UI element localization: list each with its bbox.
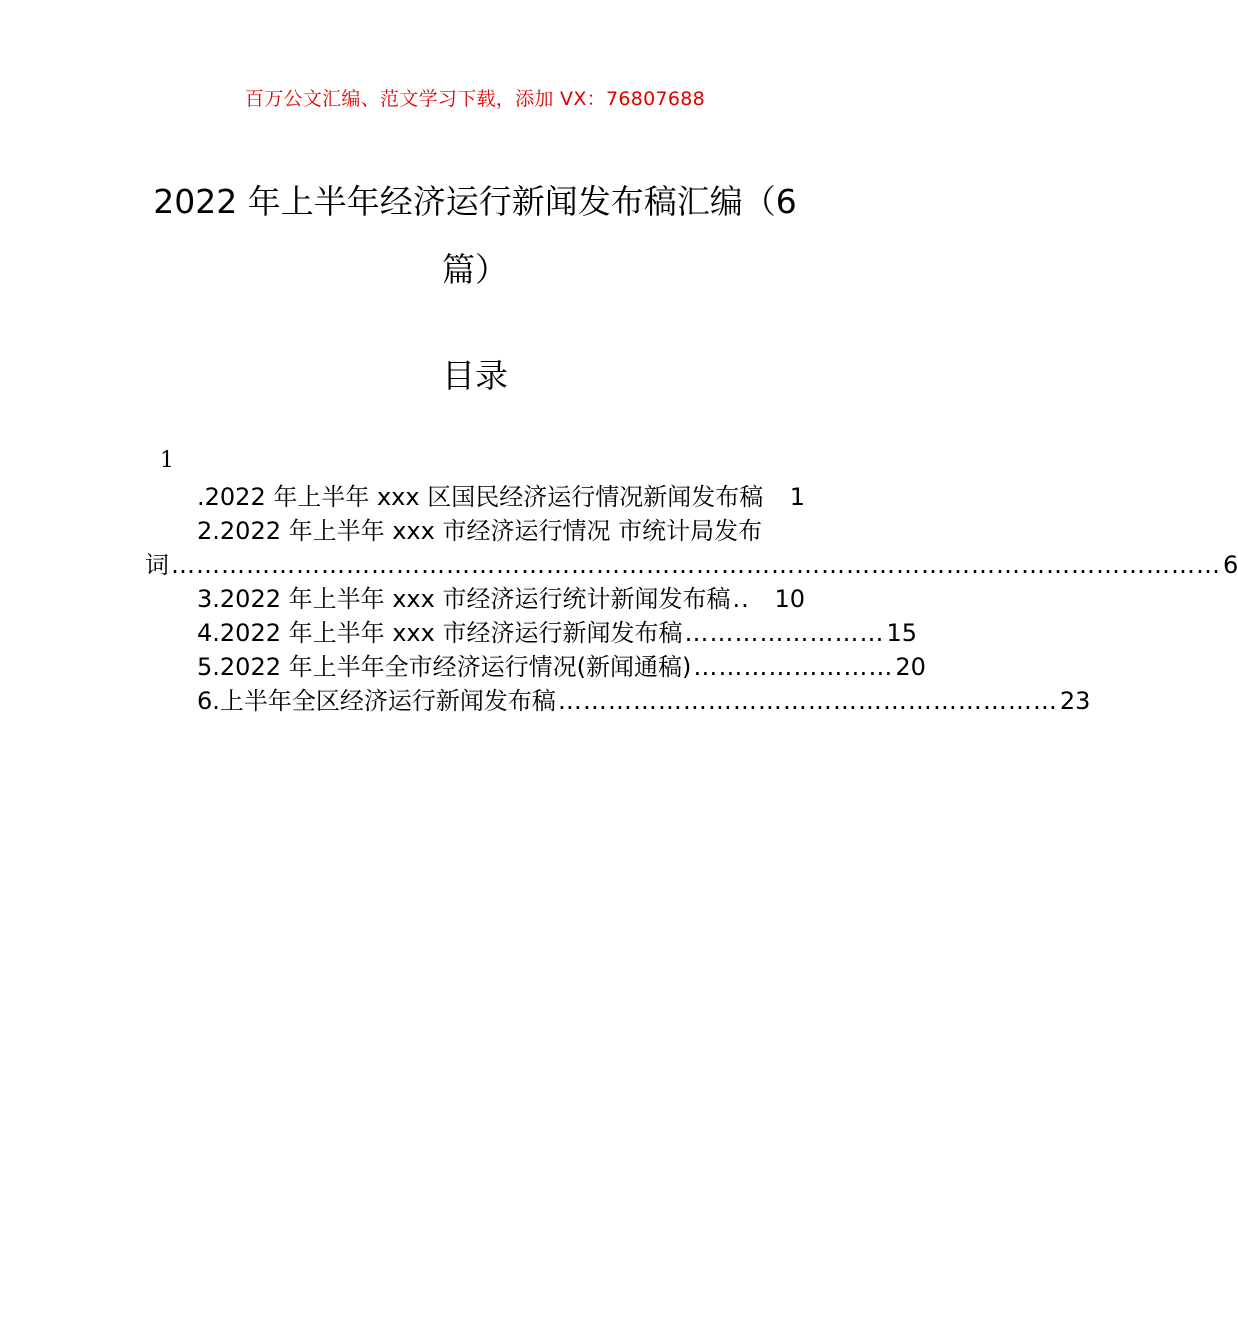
toc-entry-label: .2022 年上半年 xxx 区国民经济运行情况新闻发布稿 [197,483,764,511]
toc-entry-1[interactable] [145,480,805,514]
toc-entry-label: 5.2022 年上半年全市经济运行情况(新闻通稿) [197,653,692,681]
document-title [140,168,810,304]
toc-entry-label-continued: 词 [145,551,169,579]
toc-entry-4[interactable] [145,616,918,650]
toc-entry-page: 6 [1223,551,1238,579]
toc-leader-dots: …………………… [693,653,894,681]
header-banner: 百万公文汇编、范文学习下载，添加 VX：76807688 [244,88,706,110]
toc-stray-number: 1 [160,448,174,473]
toc-entry-page: 1 [789,483,805,511]
toc-leader-dots: …………………… [684,619,885,647]
toc-entry-page: 20 [895,653,926,681]
toc-entry-page: 23 [1059,687,1091,715]
document-title-line-2: 篇） [442,250,508,289]
toc-entry-label: 6.上半年全区经济运行新闻发布稿 [197,687,556,715]
document-title-line-1: 2022 年上半年经济运行新闻发布稿汇编（6 [153,182,797,221]
toc-entry-page: 15 [886,619,918,647]
toc-entry-label: 4.2022 年上半年 xxx 市经济运行新闻发布稿 [197,619,683,647]
toc-entry-label: 3.2022 年上半年 xxx 市经济运行统计新闻发布稿 [197,585,731,613]
toc-leader-dots: ……………………………………………………………………………………………………………… [171,551,1221,579]
toc-leader-dots: .. [732,585,750,613]
toc-entry-label: 2.2022 年上半年 xxx 市经济运行情况 市统计局发布 [197,517,763,545]
toc-entry-6[interactable] [145,684,1091,718]
toc-entry-5[interactable] [145,650,926,684]
toc-heading: 目录 [442,356,508,395]
toc-entry-2-line-1[interactable] [145,514,805,548]
toc-entry-2-line-2[interactable] [145,548,1238,582]
toc-entry-page: 10 [774,585,805,613]
toc-entry-3[interactable] [145,582,805,616]
toc-leader-dots: …………………………………………………… [557,687,1058,715]
table-of-contents [145,480,1238,718]
